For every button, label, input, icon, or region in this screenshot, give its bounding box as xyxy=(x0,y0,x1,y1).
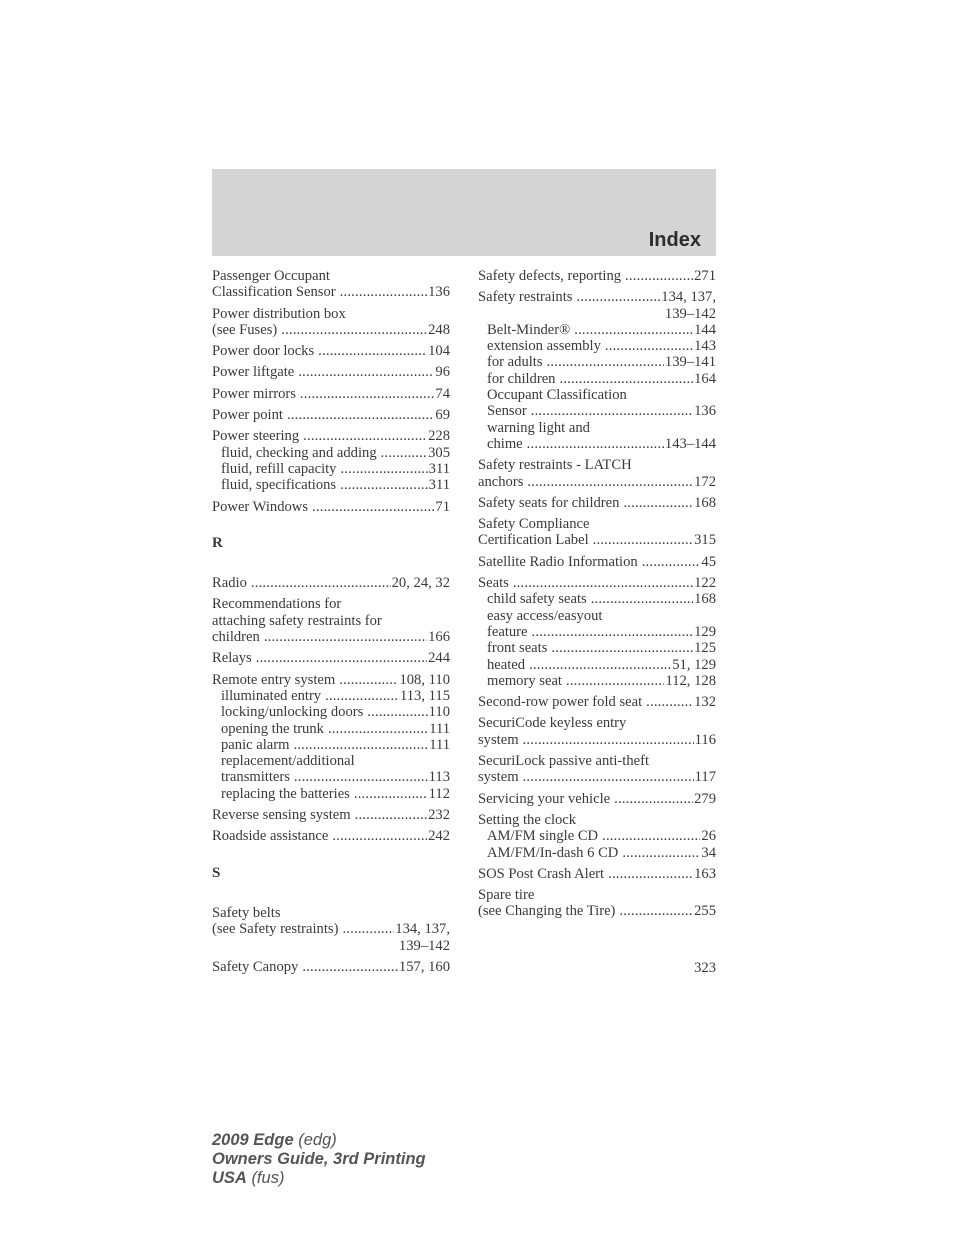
page-ref: 164 xyxy=(694,370,716,387)
entry-term: Spare tire xyxy=(478,887,535,904)
index-entry-line xyxy=(212,575,450,591)
entry-term: Seats xyxy=(478,575,509,592)
entry-term: for adults xyxy=(487,354,543,371)
index-subentry xyxy=(478,387,716,403)
index-subentry xyxy=(478,673,716,689)
header-band xyxy=(212,169,716,256)
entry-term: Power distribution box xyxy=(212,305,346,322)
index-entry-line xyxy=(478,457,716,473)
entry-term: Radio xyxy=(212,575,247,592)
entry-term: Certification Label xyxy=(478,532,589,549)
entry-term: Classification Sensor xyxy=(212,284,336,301)
entry-term: Setting the clock xyxy=(478,811,577,828)
dot-leader xyxy=(332,828,427,844)
index-subentry xyxy=(478,338,716,354)
page-ref: 228 xyxy=(428,428,450,445)
dot-leader xyxy=(646,694,693,710)
dot-leader xyxy=(339,672,398,688)
dot-leader xyxy=(527,474,693,490)
dot-leader xyxy=(312,499,434,515)
dot-leader xyxy=(251,575,391,591)
entry-term: AM/FM/In-dash 6 CD xyxy=(487,844,619,861)
index-entry-line xyxy=(478,532,716,548)
dot-leader xyxy=(281,322,427,338)
dot-leader xyxy=(625,268,693,284)
page-ref: 108, 110 xyxy=(399,671,450,688)
dot-leader xyxy=(287,407,434,423)
dot-leader xyxy=(566,673,664,689)
index-entry-line xyxy=(212,672,450,688)
entry-term: Remote entry system xyxy=(212,671,336,688)
index-subentry xyxy=(478,322,716,338)
dot-leader xyxy=(591,591,693,607)
entry-term: warning light and xyxy=(487,419,590,436)
dot-leader xyxy=(532,624,694,640)
index-entry xyxy=(478,554,716,570)
page-ref: 104 xyxy=(428,343,450,360)
page-ref: 20, 24, 32 xyxy=(391,575,450,592)
index-entry xyxy=(478,457,716,490)
page-ref: 122 xyxy=(694,575,716,592)
dot-leader xyxy=(318,343,427,359)
index-entry-line xyxy=(478,694,716,710)
index-entry xyxy=(212,364,450,380)
entry-term: Relays xyxy=(212,650,252,667)
page-ref: 168 xyxy=(694,591,716,608)
page-ref: 125 xyxy=(694,640,716,657)
index-entry xyxy=(478,812,716,861)
footer xyxy=(212,1131,426,1188)
dot-leader xyxy=(367,704,427,720)
index-subentry xyxy=(212,688,450,704)
entry-term: Satellite Radio Information xyxy=(478,553,638,570)
entry-term: for children xyxy=(487,370,556,387)
index-entry xyxy=(478,753,716,786)
index-entry-line xyxy=(212,364,450,380)
index-subentry xyxy=(478,828,716,844)
index-entry xyxy=(478,268,716,284)
footer-model-line xyxy=(212,1131,426,1150)
index-entry-line xyxy=(478,769,716,785)
page-ref: 51, 129 xyxy=(672,656,716,673)
entry-term: Safety defects, reporting xyxy=(478,268,622,284)
page-ref: 242 xyxy=(428,828,450,845)
index-column-right xyxy=(478,268,716,925)
page-ref: 96 xyxy=(435,364,450,381)
dot-leader xyxy=(354,786,428,802)
dot-leader xyxy=(340,477,428,493)
index-entry xyxy=(478,575,716,689)
index-subentry xyxy=(212,753,450,769)
dot-leader xyxy=(642,554,701,570)
page-ref-continuation: 139–142 xyxy=(398,937,450,954)
page-ref-continuation: 139–142 xyxy=(664,305,716,322)
entry-term: Occupant Classification xyxy=(487,387,627,404)
index-entry-line xyxy=(212,407,450,423)
entry-term: Power Windows xyxy=(212,498,309,515)
dot-leader xyxy=(574,322,693,338)
index-entry xyxy=(478,887,716,920)
entry-term: extension assembly xyxy=(487,338,601,355)
dot-leader xyxy=(576,289,660,305)
entry-term: Power steering xyxy=(212,428,300,445)
index-entry xyxy=(212,959,450,975)
dot-leader xyxy=(622,845,700,861)
entry-term: SecuriLock passive anti-theft xyxy=(478,753,650,770)
footer-guide-line xyxy=(212,1150,426,1169)
index-subentry xyxy=(478,608,716,624)
dot-leader xyxy=(381,445,427,461)
footer-model: 2009 Edge xyxy=(212,1131,294,1149)
page-ref: 112, 128 xyxy=(665,672,716,689)
dot-leader xyxy=(355,807,427,823)
index-entry xyxy=(212,428,450,493)
footer-guide: Owners Guide, 3rd Printing xyxy=(212,1150,426,1168)
page-ref: 117 xyxy=(694,769,716,786)
index-subentry xyxy=(212,477,450,493)
section-letter: R xyxy=(212,534,223,551)
index-entry-line xyxy=(212,428,450,444)
page-ref: 255 xyxy=(694,903,716,920)
page-ref: 311 xyxy=(428,477,450,494)
index-entry xyxy=(478,516,716,549)
entry-term: Safety Compliance xyxy=(478,516,590,533)
index-entry-line xyxy=(212,828,450,844)
entry-term: locking/unlocking doors xyxy=(221,704,364,721)
entry-term: Safety seats for children xyxy=(478,494,620,511)
index-entry xyxy=(478,791,716,807)
entry-term: Power point xyxy=(212,407,283,424)
dot-leader xyxy=(551,640,693,656)
entry-term: Safety Canopy xyxy=(212,958,299,975)
page-number: 323 xyxy=(694,960,716,976)
entry-term: Power liftgate xyxy=(212,364,295,381)
index-entry xyxy=(212,386,450,402)
page-ref: 271 xyxy=(694,268,716,284)
section-letter: S xyxy=(212,864,221,881)
entry-term: chime xyxy=(487,435,523,452)
entry-term: Safety restraints xyxy=(478,289,573,306)
page-ref: 163 xyxy=(694,865,716,882)
index-entry-line xyxy=(478,753,716,769)
footer-region-line xyxy=(212,1169,426,1188)
dot-leader xyxy=(605,338,693,354)
entry-term: child safety seats xyxy=(487,591,587,608)
footer-model-code: (edg) xyxy=(298,1131,337,1149)
dot-leader xyxy=(623,495,693,511)
entry-term: (see Changing the Tire) xyxy=(478,903,616,920)
index-subentry xyxy=(212,461,450,477)
footer-region: USA xyxy=(212,1169,247,1187)
index-subentry xyxy=(478,420,716,436)
index-entry xyxy=(212,650,450,666)
page-ref: 143 xyxy=(694,338,716,355)
index-entry-line xyxy=(478,268,716,284)
page-ref: 111 xyxy=(429,736,450,753)
dot-leader xyxy=(303,428,427,444)
page-ref: 116 xyxy=(694,731,716,748)
page-ref: 232 xyxy=(428,807,450,824)
page-ref: 168 xyxy=(694,494,716,511)
dot-leader xyxy=(614,791,693,807)
dot-leader xyxy=(294,769,428,785)
entry-term: fluid, checking and adding xyxy=(221,444,377,461)
index-entry-line xyxy=(478,474,716,490)
entry-term: Belt-Minder® xyxy=(487,321,571,338)
dot-leader xyxy=(300,386,435,402)
page-ref: 71 xyxy=(435,498,450,515)
page-ref: 112 xyxy=(428,785,450,802)
entry-term: system xyxy=(478,769,519,786)
index-entry-line xyxy=(478,791,716,807)
entry-term: panic alarm xyxy=(221,736,290,753)
entry-term: heated xyxy=(487,656,526,673)
index-subentry xyxy=(212,445,450,461)
page-ref: 143–144 xyxy=(664,435,716,452)
page-ref: 34 xyxy=(701,844,716,861)
index-entry xyxy=(478,694,716,710)
entry-term: Power mirrors xyxy=(212,385,296,402)
page-ref: 45 xyxy=(701,553,716,570)
page-ref: 132 xyxy=(694,694,716,711)
index-subentry xyxy=(478,624,716,640)
index-entry-line xyxy=(478,903,716,919)
index-entry xyxy=(212,828,450,844)
index-entry-line xyxy=(212,905,450,921)
index-entry-line xyxy=(478,812,716,828)
page-ref: 248 xyxy=(428,321,450,338)
page-ref: 69 xyxy=(435,407,450,424)
index-entry-line xyxy=(212,322,450,338)
page-ref: 74 xyxy=(435,385,450,402)
entry-term: illuminated entry xyxy=(221,687,322,704)
index-subentry xyxy=(212,769,450,785)
dot-leader xyxy=(608,866,693,882)
page-ref: 113 xyxy=(428,769,450,786)
index-entry-line xyxy=(212,613,450,629)
index-subentry xyxy=(212,786,450,802)
entry-term: replacing the batteries xyxy=(221,785,350,802)
index-entry-line xyxy=(212,921,450,937)
index-entry-line xyxy=(212,959,450,975)
index-entry xyxy=(212,672,450,802)
entry-term: Second-row power fold seat xyxy=(478,694,643,711)
index-entry-line xyxy=(478,575,716,591)
index-subentry xyxy=(478,403,716,419)
dot-leader xyxy=(523,769,694,785)
entry-term: AM/FM single CD xyxy=(487,828,599,845)
index-entry xyxy=(478,495,716,511)
index-entry-line xyxy=(478,866,716,882)
page-ref: 136 xyxy=(428,284,450,301)
page-ref: 113, 115 xyxy=(400,687,450,704)
index-entry-line xyxy=(212,386,450,402)
index-entry-line xyxy=(478,289,716,305)
entry-term: transmitters xyxy=(221,769,290,786)
page-ref: 311 xyxy=(428,460,450,477)
index-entry-line xyxy=(212,284,450,300)
entry-term: Servicing your vehicle xyxy=(478,790,611,807)
index-subentry xyxy=(212,721,450,737)
entry-term: front seats xyxy=(487,640,548,657)
dot-leader xyxy=(513,575,693,591)
index-entry xyxy=(212,407,450,423)
entry-term: Roadside assistance xyxy=(212,828,329,845)
dot-leader xyxy=(256,650,427,666)
index-entry xyxy=(212,499,450,515)
page-ref: 144 xyxy=(694,321,716,338)
page-ref: 129 xyxy=(694,623,716,640)
page-ref: 26 xyxy=(701,828,716,845)
index-column-left xyxy=(212,268,450,980)
index-entry xyxy=(478,289,716,452)
index-entry-line xyxy=(212,268,450,284)
index-subentry xyxy=(212,704,450,720)
page-ref: 134, 137, xyxy=(661,289,716,306)
entry-term: Safety belts xyxy=(212,904,281,921)
index-entry-line xyxy=(212,807,450,823)
index-entry-line xyxy=(478,715,716,731)
index-entry xyxy=(212,905,450,954)
index-entry xyxy=(478,715,716,748)
index-subentry xyxy=(478,591,716,607)
dot-leader xyxy=(602,828,700,844)
index-subentry xyxy=(478,354,716,370)
entry-term: attaching safety restraints for xyxy=(212,612,382,629)
index-entry-line xyxy=(212,499,450,515)
index-subentry xyxy=(478,845,716,861)
dot-leader xyxy=(328,721,428,737)
index-entry xyxy=(212,343,450,359)
index-entry xyxy=(212,306,450,339)
dot-leader xyxy=(529,657,671,673)
index-entry-line xyxy=(212,596,450,612)
index-entry xyxy=(212,807,450,823)
index-subentry xyxy=(478,436,716,452)
entry-term: Sensor xyxy=(487,403,527,420)
dot-leader xyxy=(527,436,664,452)
dot-leader xyxy=(325,688,399,704)
dot-leader xyxy=(619,903,693,919)
dot-leader xyxy=(302,959,398,975)
entry-term: Safety restraints - LATCH xyxy=(478,457,632,474)
entry-term: Power door locks xyxy=(212,343,315,360)
index-entry-line xyxy=(478,495,716,511)
entry-term: Reverse sensing system xyxy=(212,807,351,824)
dot-leader xyxy=(298,364,434,380)
entry-term: easy access/easyout xyxy=(487,607,603,624)
index-subentry xyxy=(478,640,716,656)
dot-leader xyxy=(293,737,428,753)
entry-term: anchors xyxy=(478,473,524,490)
page-ref: 244 xyxy=(428,650,450,667)
entry-term: system xyxy=(478,731,519,748)
index-entry-line xyxy=(212,306,450,322)
index-entry-line xyxy=(212,650,450,666)
dot-leader xyxy=(340,461,427,477)
index-entry-line xyxy=(478,732,716,748)
dot-leader xyxy=(559,371,693,387)
entry-term: replacement/additional xyxy=(221,753,355,770)
page-ref: 157, 160 xyxy=(398,958,450,975)
entry-term: SOS Post Crash Alert xyxy=(478,865,605,882)
dot-leader xyxy=(342,921,394,937)
page-ref: 172 xyxy=(694,473,716,490)
index-entry-line xyxy=(212,629,450,645)
index-entry-line xyxy=(478,516,716,532)
index-subentry xyxy=(478,657,716,673)
footer-region-code: (fus) xyxy=(251,1169,285,1187)
index-entry-line xyxy=(478,554,716,570)
entry-term: opening the trunk xyxy=(221,720,324,737)
index-subentry xyxy=(478,371,716,387)
page-ref: 166 xyxy=(428,629,450,646)
dot-leader xyxy=(593,532,693,548)
dot-leader xyxy=(340,284,427,300)
dot-leader xyxy=(264,629,427,645)
page-ref: 110 xyxy=(428,704,450,721)
index-entry-line xyxy=(212,343,450,359)
page-ref: 305 xyxy=(428,444,450,461)
entry-term: (see Fuses) xyxy=(212,321,278,338)
entry-term: SecuriCode keyless entry xyxy=(478,715,627,732)
dot-leader xyxy=(523,732,694,748)
entry-term: memory seat xyxy=(487,672,562,689)
page-title: Index xyxy=(648,229,701,251)
entry-term: feature xyxy=(487,623,528,640)
dot-leader xyxy=(547,354,664,370)
index-entry xyxy=(212,575,450,591)
page-ref: 111 xyxy=(429,720,450,737)
entry-term: Recommendations for xyxy=(212,596,342,613)
entry-term: children xyxy=(212,629,260,646)
page-ref: 136 xyxy=(694,403,716,420)
index-entry xyxy=(212,268,450,301)
page-ref: 279 xyxy=(694,790,716,807)
dot-leader xyxy=(531,403,693,419)
index-entry-line xyxy=(478,887,716,903)
index-entry xyxy=(478,866,716,882)
entry-term: (see Safety restraints) xyxy=(212,921,339,938)
page-ref: 315 xyxy=(694,532,716,549)
index-subentry xyxy=(212,737,450,753)
entry-term: fluid, refill capacity xyxy=(221,460,337,477)
entry-term: fluid, specifications xyxy=(221,477,337,494)
entry-term: Passenger Occupant xyxy=(212,268,330,284)
page-ref: 134, 137, xyxy=(395,921,450,938)
page-ref: 139–141 xyxy=(664,354,716,371)
index-entry xyxy=(212,596,450,645)
